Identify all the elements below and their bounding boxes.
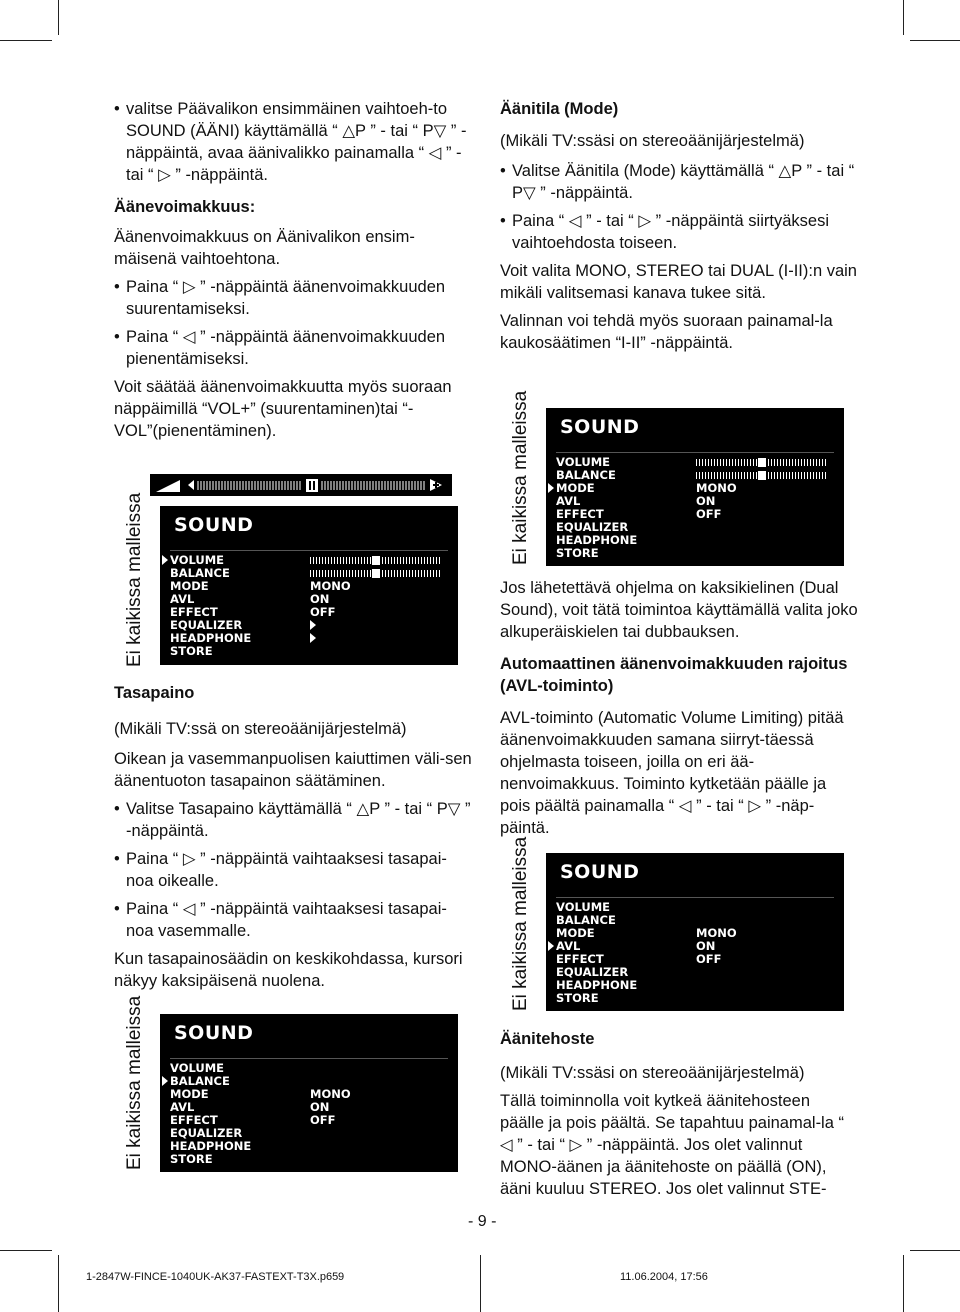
osd-item-effect: EFFECT OFF [556, 507, 722, 521]
crop-mark [58, 1255, 59, 1312]
bullet-balance-right: • Paina “ ▷ ” -näppäintä vaihtaaksesi tasapai-noa oikealle. [114, 848, 474, 892]
osd-item-headphone: HEADPHONE [556, 978, 638, 992]
bullet-balance-left: • Paina “ ◁ ” -näppäintä vaihtaaksesi tasapai-noa vasemmalle. [114, 898, 474, 942]
crop-mark [903, 0, 904, 35]
osd-title: SOUND [174, 514, 254, 536]
osd-side-label: Ei kaikissa malleissa [124, 995, 145, 1170]
osd-item-store: STORE [556, 991, 599, 1005]
selection-arrow-icon [548, 483, 554, 493]
balance-heading: Tasapaino [114, 684, 195, 702]
osd-item-headphone: HEADPHONE [170, 632, 298, 645]
osd-item-equalizer: EQUALIZER [556, 520, 629, 534]
left-column-lower [114, 682, 474, 998]
osd-item-equalizer: EQUALIZER [170, 619, 298, 632]
crop-mark [910, 1250, 960, 1251]
osd-title: SOUND [560, 416, 640, 438]
effect-note: (Mikäli TV:ssäsi on stereoäänijärjestelmä) [500, 1064, 805, 1082]
osd-item-effect: EFFECT OFF [170, 1113, 336, 1127]
osd-title: SOUND [174, 1022, 254, 1044]
osd-sound-menu-avl [546, 853, 844, 1011]
osd-sound-menu-mode [546, 408, 844, 566]
osd-item-volume: VOLUME [556, 900, 611, 914]
osd-side-label: Ei kaikissa malleissa [510, 836, 531, 1011]
osd-sound-menu-balance [160, 1014, 458, 1172]
osd-item-store: STORE [170, 1152, 213, 1166]
osd-item-effect: EFFECT OFF [556, 952, 722, 966]
mode-heading: Äänitila (Mode) [500, 100, 619, 118]
crop-mark [0, 1250, 52, 1251]
osd-sound-menu [160, 506, 458, 665]
right-arrow-icon [310, 633, 316, 643]
left-column [114, 98, 474, 448]
page-number: - 9 - [468, 1213, 497, 1230]
mode-direct-text: Valinnan voi tehdä myös suoraan painamal-la kaukosäätimen “I-II” -näppäintä. [500, 312, 833, 352]
osd-title: SOUND [560, 861, 640, 883]
selection-arrow-icon [548, 941, 554, 951]
osd-item-mode: MODE MONO [556, 482, 684, 495]
osd-item-mode: MODE MONO [170, 579, 351, 593]
bullet-volume-up: • Paina “ ▷ ” -näppäintä äänenvoimakkuuden suurentamiseksi. [114, 276, 474, 320]
volume-text: Äänenvoimakkuus on Äänivalikon ensim-mäisenä vaihtoehtona. [114, 228, 415, 268]
osd-side-label: Ei kaikissa malleissa [510, 390, 531, 565]
balance-note: (Mikäli TV:ssä on stereoäänijärjestelmä) [114, 720, 407, 738]
crop-mark [58, 0, 59, 35]
selection-arrow-icon [162, 555, 168, 565]
effect-heading: Äänitehoste [500, 1030, 595, 1048]
osd-item-volume: VOLUME [556, 456, 684, 469]
avl-heading: Automaattinen äänenvoimakkuuden rajoitus (AVL-toiminto) [500, 655, 848, 695]
avl-text: AVL-toiminto (Automatic Volume Limiting) pitää äänenvoimakkuuden samana siirryt-täessä ohjelmasta toiseen, joilla on eri ää-nenvoimakkuus. Toiminto kytketään päälle ja pois päältä painamalla “ ◁ ” - tai “ ▷ ” -näp-päintä. [500, 709, 844, 837]
balance-text: Oikean ja vasemmanpuolisen kaiuttimen väli-sen äänentuoton tasapainon säätäminen. [114, 750, 472, 790]
mode-note: (Mikäli TV:ssäsi on stereoäänijärjestelmä) [500, 132, 805, 150]
crop-mark [903, 1255, 904, 1312]
osd-item-mode: MODE MONO [170, 1087, 351, 1101]
right-column-bottom [500, 1028, 858, 1206]
osd-item-equalizer: EQUALIZER [556, 965, 629, 979]
dual-sound-text: Jos lähetettävä ohjelma on kaksikielinen (Dual Sound), voit tätä toimintoa käyttämällä valita joko alkuperäiskielen tai dubbauksen. [500, 579, 858, 641]
osd-item-balance: BALANCE [170, 567, 298, 580]
volume-direct-text: Voit säätää äänenvoimakkuutta myös suoraan näppäimillä “VOL+” (suurentaminen)tai “-VOL”(pienentäminen). [114, 378, 452, 440]
bullet-mode-switch: • Paina “ ◁ ” - tai “ ▷ ” -näppäintä siirtyäksesi vaihtoehdosta toiseen. [500, 210, 858, 254]
osd-item-equalizer: EQUALIZER [170, 1126, 243, 1140]
osd-item-avl: AVL ON [170, 592, 330, 606]
selection-arrow-icon [162, 1076, 168, 1086]
osd-item-avl: AVL ON [556, 494, 716, 508]
right-arrow-icon [310, 620, 316, 630]
right-column-mid [500, 577, 858, 845]
osd-item-volume: VOLUME [170, 554, 298, 567]
bullet-select-sound: • valitse Päävalikon ensimmäinen vaihtoeh-to SOUND (ÄÄNI) käyttämällä “ △P ” - tai “ P▽ ” -näppäintä, avaa äänivalikko painamalla “ ◁ ” - tai “ ▷ ” -näppäintä. [114, 98, 474, 188]
osd-item-balance: BALANCE [556, 913, 616, 927]
osd-item-store: STORE [556, 546, 599, 560]
osd-item-balance: BALANCE [170, 1075, 298, 1088]
osd-item-mode: MODE MONO [556, 926, 737, 940]
crop-mark [480, 1255, 481, 1312]
balance-cursor-text: Kun tasapainosäädin on keskikohdassa, kursori näkyy kaksipäisenä nuolena. [114, 950, 463, 990]
right-column [500, 98, 858, 360]
volume-bar-graphic [150, 474, 452, 496]
osd-item-headphone: HEADPHONE [170, 1139, 252, 1153]
crop-mark [910, 40, 960, 41]
volume-heading: Äänevoimakkuus: [114, 198, 256, 216]
osd-item-headphone: HEADPHONE [556, 533, 638, 547]
bullet-select-balance: • Valitse Tasapaino käyttämällä “ △P ” - tai “ P▽ ” -näppäintä. [114, 798, 474, 842]
osd-item-avl: AVL ON [556, 940, 684, 953]
effect-text: Tällä toiminnolla voit kytkeä äänitehosteen päälle ja pois päältä. Se tapahtuu painamal-la “ ◁ ” - tai “ ▷ ” -näppäintä. Jos olet valinnut MONO-äänen ja äänitehoste on päällä (ON), ääni kuuluu STEREO. Jos olet valinnut STE- [500, 1092, 844, 1198]
osd-item-volume: VOLUME [170, 1061, 225, 1075]
mode-text: Voit valita MONO, STEREO tai DUAL (I-II):n vain mikäli valitsemasi kanava tukee sitä. [500, 262, 857, 302]
crop-mark [0, 40, 52, 41]
osd-item-avl: AVL ON [170, 1100, 330, 1114]
osd-item-balance: BALANCE [556, 469, 684, 482]
footer-file: 1-2847W-FINCE-1040UK-AK37-FASTEXT-T3X.p65 [86, 1271, 339, 1283]
bullet-volume-down: • Paina “ ◁ ” -näppäintä äänenvoimakkuuden pienentämiseksi. [114, 326, 474, 370]
osd-side-label: Ei kaikissa malleissa [124, 492, 145, 667]
osd-item-effect: EFFECT OFF [170, 605, 336, 619]
osd-item-store: STORE [170, 644, 213, 658]
footer-date: 11.06.2004, 17:56 [620, 1271, 708, 1283]
bullet-select-mode: • Valitse Äänitila (Mode) käyttämällä “ △P ” - tai “ P▽ ” -näppäintä. [500, 160, 858, 204]
footer-page: 9 [338, 1271, 345, 1283]
